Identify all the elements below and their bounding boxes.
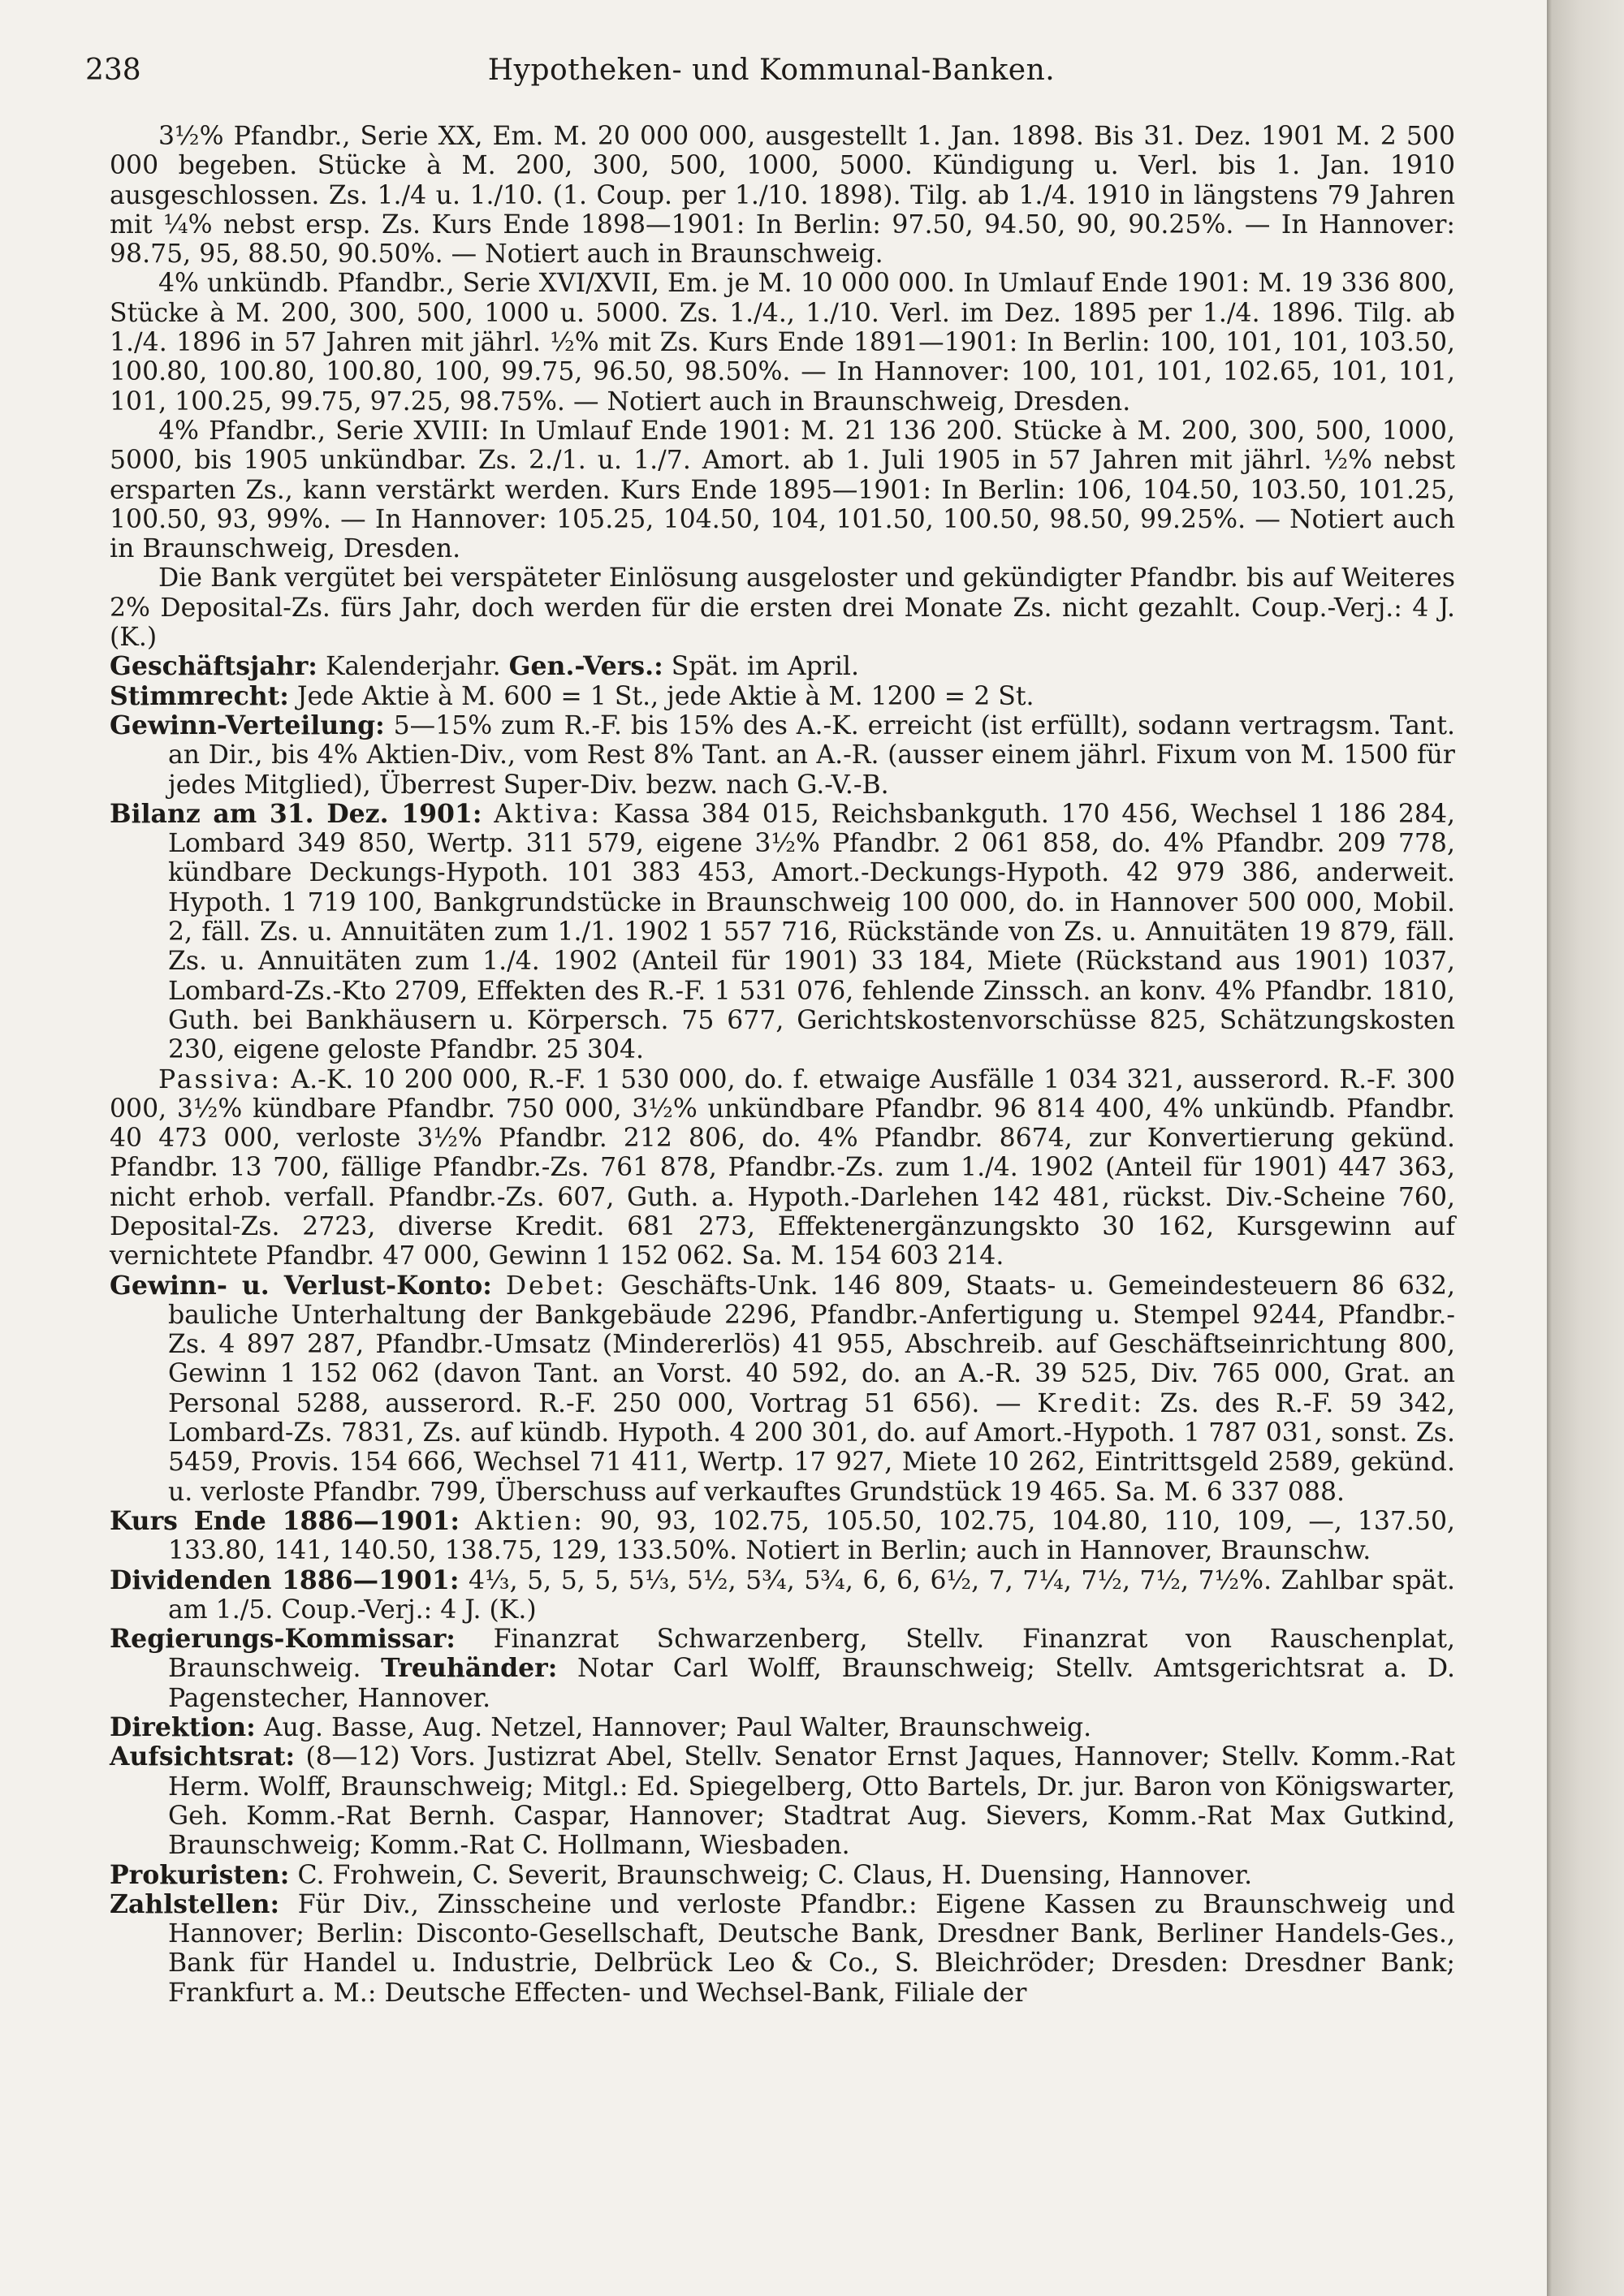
entry-text: Finanzrat Schwarzenberg, Stellv. Finanzrat von Rauschenplat, Braunschweig.	[168, 1625, 1455, 1684]
page-number: 238	[85, 54, 141, 87]
entry-term: Treuhänder:	[381, 1653, 558, 1684]
entry-zahlstellen	[110, 1890, 1455, 2008]
entry-label: Kredit:	[1037, 1388, 1144, 1418]
entry-text: Spät. im April.	[671, 652, 860, 682]
entry-text: Zs. des R.-F. 59 342, Lombard-Zs. 7831, Zs. auf kündb. Hypoth. 4 200 301, do. auf Amort.-Hypoth. 1 787 031, sonst. Zs. 5459, Provis. 154 666, Wechsel 71 411, Wertp. 17 927, Miete 10 262, Eintrittsgeld 2589, gekünd. u. verloste Pfandbr. 799, Überschuss auf verkauftes Grundstück 19 465. Sa. M. 6 337 088.	[168, 1388, 1455, 1507]
entry-term: Stimmrecht:	[110, 680, 289, 711]
entry-text: Für Div., Zinsscheine und verloste Pfandbr.: Eigene Kassen zu Braunschweig und Hannover; Berlin: Disconto-Gesellschaft, Deutsche Bank, Dresdner Bank, Berliner Handels-Ges., Bank für Handel u. Industrie, Delbrück Leo & Co., S. Bleichröder; Dresden: Dresdner Bank; Frankfurt a. M.: Deutsche Effecten- und Wechsel-Bank, Filiale der	[168, 1889, 1456, 2008]
entry-direktion	[110, 1713, 1455, 1742]
entry-text: Geschäfts-Unk. 146 809, Staats- u. Gemeindesteuern 86 632, bauliche Unterhaltung der Bankgebäude 2296, Pfandbr.-Anfertigung u. Stempel 9244, Pfandbr.-Zs. 4 897 287, Pfandbr.-Umsatz (Mindererlös) 41 955, Abschreib. auf Geschäftseinrichtung 800, Gewinn 1 152 062 (davon Tant. an Vorst. 40 592, do. an A.-R. 39 525, Div. 765 000, Grat. an Personal 5288, ausserord. R.-F. 250 000, Vortrag 51 656). —	[168, 1271, 1456, 1418]
entry-label: Aktien:	[474, 1506, 585, 1536]
entry-text: Aug. Basse, Aug. Netzel, Hannover; Paul Walter, Braunschweig.	[263, 1713, 1092, 1743]
entry-term: Aufsichtsrat:	[110, 1741, 296, 1772]
entry-bilanz-aktiva	[110, 800, 1455, 1065]
paragraph-verguetung: Die Bank vergütet bei verspäteter Einlösung ausgeloster und gekündigter Pfandbr. bis auf Weiteres 2% Deposital-Zs. fürs Jahr, doch werden für die ersten drei Monate Zs. nicht gezahlt. Coup.-Verj.: 4 J. (K.)	[110, 563, 1455, 653]
entry-term: Dividenden 1886—1901:	[110, 1564, 460, 1595]
entry-stimmrecht	[110, 682, 1455, 711]
entry-kurs-ende	[110, 1507, 1455, 1566]
entry-term: Geschäftsjahr:	[110, 651, 317, 682]
entry-aufsichtsrat	[110, 1742, 1455, 1860]
entry-regierungs-kommissar	[110, 1625, 1455, 1713]
entry-text: A.-K. 10 200 000, R.-F. 1 530 000, do. f. etwaige Ausfälle 1 034 321, ausserord. R.-F. 300 000, 3½% kündbare Pfandbr. 750 000, 3½% unkündbare Pfandbr. 96 814 400, 4% unkündb. Pfandbr. 40 473 000, verloste 3½% Pfandbr. 212 806, do. 4% Pfandbr. 8674, zur Konvertierung gekünd. Pfandbr. 13 700, fällige Pfandbr.-Zs. 761 878, Pfandbr.-Zs. zum 1./4. 1902 (Anteil für 1901) 447 363, nicht erhob. verfall. Pfandbr.-Zs. 607, Guth. a. Hypoth.-Darlehen 142 481, rückst. Div.-Scheine 760, Deposital-Zs. 2723, diverse Kredit. 681 273, Effektenergänzungskto 30 162, Kursgewinn auf vernichtete Pfandbr. 47 000, Gewinn 1 152 062. Sa. M. 154 603 214.	[110, 1064, 1455, 1271]
entry-label: Debet:	[505, 1271, 607, 1301]
entry-term: Gewinn-Verteilung:	[110, 710, 385, 740]
entry-text: 4⅓, 5, 5, 5, 5⅓, 5½, 5¾, 5¾, 6, 6, 6½, 7, 7¼, 7½, 7½, 7½%. Zahlbar spät. am 1./5. Coup.-Verj.: 4 J. (K.)	[168, 1565, 1456, 1625]
entry-prokuristen	[110, 1861, 1455, 1890]
book-gutter-shadow	[1547, 0, 1624, 2296]
entry-label: Passiva:	[158, 1064, 283, 1094]
document-body	[110, 122, 1455, 2008]
entry-text: 90, 93, 102.75, 105.50, 102.75, 104.80, 110, 109, —, 137.50, 133.80, 141, 140.50, 138.75, 129, 133.50%. Notiert in Berlin; auch in Hannover, Braunschw.	[168, 1506, 1456, 1566]
entry-gewinn-verteilung	[110, 711, 1455, 800]
entry-text: Jede Aktie à M. 600 = 1 St., jede Aktie à M. 1200 = 2 St.	[296, 681, 1034, 711]
running-title: Hypotheken- und Kommunal-Banken.	[487, 54, 1056, 87]
entry-term: Regierungs-Kommissar:	[110, 1624, 456, 1655]
entry-text: Kassa 384 015, Reichsbankguth. 170 456, Wechsel 1 186 284, Lombard 349 850, Wertp. 311 579, eigene 3½% Pfandbr. 2 061 858, do. 4% Pfandbr. 209 778, kündbare Deckungs-Hypoth. 101 383 453, Amort.-Deckungs-Hypoth. 42 979 386, anderweit. Hypoth. 1 719 100, Bankgrundstücke in Braunschweig 100 000, do. in Hannover 500 000, Mobil. 2, fäll. Zs. u. Annuitäten zum 1./1. 1902 1 557 716, Rückstände von Zs. u. Annuitäten 19 879, fäll. Zs. u. Annuitäten zum 1./4. 1902 (Anteil für 1901) 33 184, Miete (Rückstand aus 1901) 1037, Lombard-Zs.-Kto 2709, Effekten des R.-F. 1 531 076, fehlende Zinssch. an konv. 4% Pfandbr. 1810, Guth. bei Bankhäusern u. Körpersch. 75 677, Gerichtskostenvorschüsse 825, Schätzungskosten 230, eigene geloste Pfandbr. 25 304.	[168, 799, 1456, 1065]
entry-text: Kalenderjahr.	[325, 652, 501, 682]
entry-term: Prokuristen:	[110, 1859, 290, 1890]
entry-text: (8—12) Vors. Justizrat Abel, Stellv. Senator Ernst Jaques, Hannover; Stellv. Komm.-Rat Herm. Wolff, Braunschweig; Mitgl.: Ed. Spiegelberg, Otto Bartels, Dr. jur. Baron von Königswarter, Geh. Komm.-Rat Bernh. Caspar, Hannover; Stadtrat Aug. Sievers, Komm.-Rat Max Gutkind, Braunschweig; Komm.-Rat C. Hollmann, Wiesbaden.	[168, 1742, 1455, 1861]
entry-text: C. Frohwein, C. Severit, Braunschweig; C. Claus, H. Duensing, Hannover.	[297, 1860, 1253, 1890]
page-header	[85, 54, 1458, 102]
entry-term: Bilanz am 31. Dez. 1901:	[110, 798, 482, 829]
entry-term: Zahlstellen:	[110, 1888, 280, 1919]
entry-gewinn-verlust-konto	[110, 1271, 1455, 1507]
entry-geschaeftsjahr	[110, 652, 1455, 681]
entry-term: Gewinn- u. Verlust-Konto:	[110, 1270, 492, 1301]
entry-text: Notar Carl Wolff, Braunschweig; Stellv. Amtsgerichtsrat a. D. Pagenstecher, Hannover.	[168, 1654, 1455, 1713]
entry-term: Gen.-Vers.:	[508, 651, 663, 682]
entry-term: Kurs Ende 1886—1901:	[110, 1505, 460, 1536]
entry-bilanz-passiva	[110, 1065, 1455, 1271]
paragraph-pfandbr-serie-xviii: 4% Pfandbr., Serie XVIII: In Umlauf Ende 1901: M. 21 136 200. Stücke à M. 200, 300, 500, 1000, 5000, bis 1905 unkündbar. Zs. 2./1. u. 1./7. Amort. ab 1. Juli 1905 in 57 Jahren mit jährl. ½% nebst ersparten Zs., kann verstärkt werden. Kurs Ende 1895—1901: In Berlin: 106, 104.50, 103.50, 101.25, 100.50, 93, 99%. — In Hannover: 105.25, 104.50, 104, 101.50, 100.50, 98.50, 99.25%. — Notiert auch in Braunschweig, Dresden.	[110, 416, 1455, 564]
entry-label: Aktiva:	[494, 799, 603, 829]
entry-term: Direktion:	[110, 1712, 256, 1743]
paragraph-pfandbr-serie-xx: 3½% Pfandbr., Serie XX, Em. M. 20 000 000, ausgestellt 1. Jan. 1898. Bis 31. Dez. 1901 M. 2 500 000 begeben. Stücke à M. 200, 300, 500, 1000, 5000. Kündigung u. Verl. bis 1. Jan. 1910 ausgeschlossen. Zs. 1./4 u. 1./10. (1. Coup. per 1./10. 1898). Tilg. ab 1./4. 1910 in längstens 79 Jahren mit ¼% nebst ersp. Zs. Kurs Ende 1898—1901: In Berlin: 97.50, 94.50, 90, 90.25%. — In Hannover: 98.75, 95, 88.50, 90.50%. — Notiert auch in Braunschweig.	[110, 122, 1455, 270]
paragraph-pfandbr-serie-xvi-xvii: 4% unkündb. Pfandbr., Serie XVI/XVII, Em. je M. 10 000 000. In Umlauf Ende 1901: M. 19 336 800, Stücke à M. 200, 300, 500, 1000 u. 5000. Zs. 1./4., 1./10. Verl. im Dez. 1895 per 1./4. 1896. Tilg. ab 1./4. 1896 in 57 Jahren mit jährl. ½% mit Zs. Kurs Ende 1891—1901: In Berlin: 100, 101, 101, 103.50, 100.80, 100.80, 100.80, 100, 99.75, 96.50, 98.50%. — In Hannover: 100, 101, 101, 102.65, 101, 101, 101, 100.25, 99.75, 97.25, 98.75%. — Notiert auch in Braunschweig, Dresden.	[110, 269, 1455, 416]
entry-dividenden	[110, 1566, 1455, 1625]
entry-text: 5—15% zum R.-F. bis 15% des A.-K. erreicht (ist erfüllt), sodann vertragsm. Tant. an Dir., bis 4% Aktien-Div., vom Rest 8% Tant. an A.-R. (ausser einem jährl. Fixum von M. 1500 für jedes Mitglied), Überrest Super-Div. bezw. nach G.-V.-B.	[168, 710, 1455, 800]
